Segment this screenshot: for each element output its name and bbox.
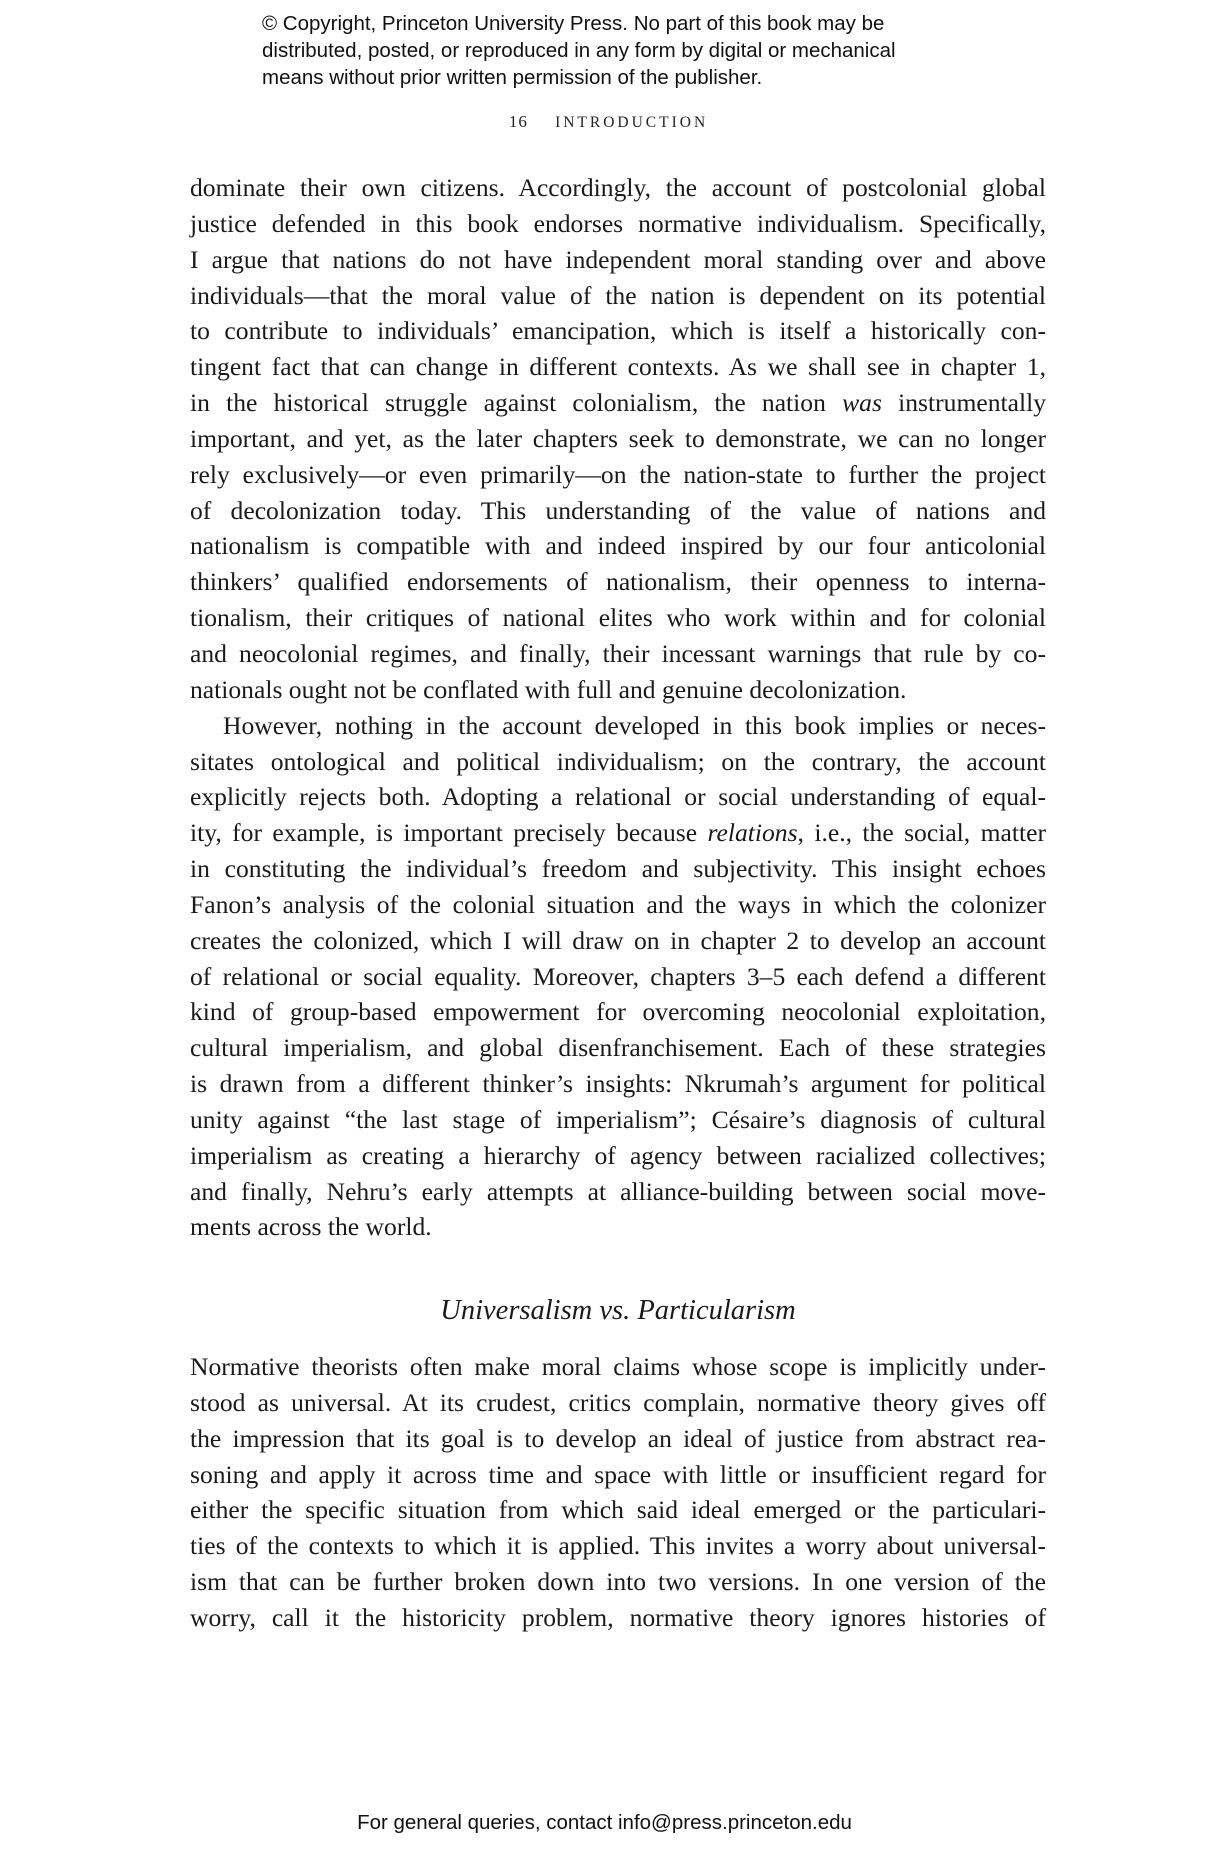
section-heading: Universalism vs. Particularism	[440, 1295, 796, 1326]
copyright-notice	[262, 10, 1022, 91]
text-line: ments across the world.	[190, 1212, 432, 1242]
footer-contact: For general queries, contact info@press.princeton.edu	[357, 1811, 852, 1834]
text-line: to contribute to individuals’ emancipation, which is itself a historically con-	[190, 316, 1046, 346]
text-line: either the specific situation from which said ideal emerged or the particulari-	[190, 1495, 1046, 1525]
body-text-top	[190, 170, 1046, 1245]
text-line: worry, call it the historicity problem, normative theory ignores histories of	[190, 1602, 1046, 1632]
text-run: ity, for example, is important precisely because	[190, 818, 698, 848]
text-line: kind of group-based empowerment for overcoming neocolonial exploitation,	[190, 997, 1046, 1027]
text-line: nationals ought not be conflated with full and genuine decolonization.	[190, 674, 907, 704]
copyright-line: means without prior written permission of the publisher.	[262, 66, 763, 89]
text-line: important, and yet, as the later chapters seek to demonstrate, we can no longer	[190, 423, 1046, 453]
text-line: ties of the contexts to which it is applied. This invites a worry about universal-	[190, 1531, 1046, 1561]
text-line: However, nothing in the account developed in this book implies or neces-	[223, 710, 1046, 740]
chapter-label: INTRODUCTION	[555, 114, 709, 131]
running-head	[0, 112, 1221, 132]
text-line: Fanon’s analysis of the colonial situation and the ways in which the colonizer	[190, 889, 1046, 919]
emphasis-was: was	[842, 388, 882, 418]
text-line: in constituting the individual’s freedom and subjectivity. This insight echoes	[190, 854, 1046, 884]
text-line: individuals—that the moral value of the nation is dependent on its potential	[190, 280, 1046, 310]
copyright-line: distributed, posted, or reproduced in any form by digital or mechanical	[262, 39, 896, 62]
text-line: and finally, Nehru’s early attempts at alliance-building between social move-	[190, 1176, 1046, 1206]
text-line: soning and apply it across time and space with little or insufficient regard for	[190, 1459, 1046, 1489]
text-line: tingent fact that can change in different contexts. As we shall see in chapter 1,	[190, 352, 1046, 382]
text-line	[190, 385, 1046, 421]
text-line: nationalism is compatible with and indeed inspired by our four anticolonial	[190, 531, 1046, 561]
text-line: ism that can be further broken down into two versions. In one version of the	[190, 1567, 1046, 1597]
text-line: justice defended in this book endorses normative individualism. Specifically,	[190, 208, 1046, 238]
text-line: creates the colonized, which I will draw on in chapter 2 to develop an account	[190, 925, 1046, 955]
copyright-line: © Copyright, Princeton University Press. No part of this book may be	[262, 12, 885, 35]
text-line	[190, 815, 1046, 851]
text-line: of decolonization today. This understanding of the value of nations and	[190, 495, 1046, 525]
emphasis-relations: relations	[707, 818, 798, 848]
text-run: in the historical struggle against colonialism, the nation	[190, 388, 826, 418]
page-number: 16	[508, 112, 528, 131]
text-line: rely exclusively—or even primarily—on the nation-state to further the project	[190, 459, 1046, 489]
text-line: unity against “the last stage of imperialism”; Césaire’s diagnosis of cultural	[190, 1104, 1046, 1134]
text-line: is drawn from a different thinker’s insights: Nkrumah’s argument for political	[190, 1069, 1046, 1099]
text-line: Normative theorists often make moral claims whose scope is implicitly under-	[190, 1352, 1046, 1381]
body-text-bottom	[190, 1349, 1046, 1636]
text-line: of relational or social equality. Moreover, chapters 3–5 each defend a different	[190, 961, 1046, 991]
text-line: the impression that its goal is to develop an ideal of justice from abstract rea-	[190, 1423, 1046, 1453]
text-line: thinkers’ qualified endorsements of nationalism, their openness to interna-	[190, 567, 1046, 597]
text-run: instrumentally	[898, 388, 1046, 418]
text-line: and neocolonial regimes, and finally, their incessant warnings that rule by co-	[190, 638, 1046, 668]
text-line: I argue that nations do not have independent moral standing over and above	[190, 244, 1046, 274]
text-line: cultural imperialism, and global disenfranchisement. Each of these strategies	[190, 1033, 1046, 1063]
text-line: imperialism as creating a hierarchy of agency between racialized collectives;	[190, 1140, 1046, 1170]
text-line: tionalism, their critiques of national elites who work within and for colonial	[190, 603, 1046, 633]
text-line: dominate their own citizens. Accordingly, the account of postcolonial global	[190, 173, 1046, 202]
text-line: explicitly rejects both. Adopting a relational or social understanding of equal-	[190, 782, 1046, 812]
text-line: sitates ontological and political individualism; on the contrary, the account	[190, 746, 1046, 776]
text-line: stood as universal. At its crudest, critics complain, normative theory gives off	[190, 1387, 1046, 1417]
text-run: , i.e., the social, matter	[797, 818, 1046, 848]
